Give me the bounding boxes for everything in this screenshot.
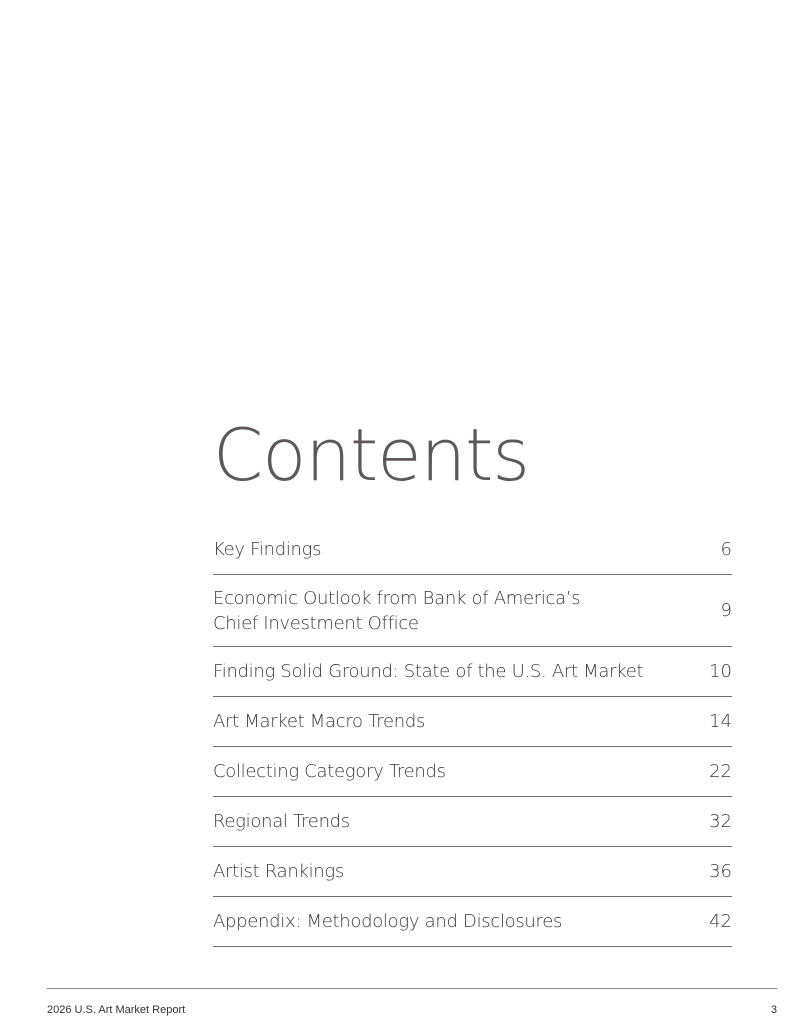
toc-entry-page: 14 (709, 711, 732, 732)
toc-entry-finding-solid-ground[interactable] (213, 647, 732, 697)
toc-entry-appendix[interactable] (213, 897, 732, 947)
toc-entry-page: 42 (709, 911, 732, 932)
toc-entry-label: Economic Outlook from Bank of America’s Chief Investment Office (213, 587, 581, 634)
footer-report-name: 2026 U.S. Art Market Report (47, 1004, 186, 1016)
toc-entry-key-findings[interactable] (213, 525, 732, 575)
toc-entry-label: Artist Rankings (213, 861, 344, 882)
footer-page-number: 3 (770, 1004, 777, 1016)
footer-divider (47, 988, 777, 989)
toc-entry-label: Finding Solid Ground: State of the U.S. Art Market (213, 661, 644, 682)
toc-entry-label: Collecting Category Trends (213, 761, 446, 782)
toc-entry-page: 36 (709, 861, 732, 882)
toc-entry-page: 22 (709, 761, 732, 782)
page-title: Contents (213, 413, 529, 497)
toc-entry-page: 6 (720, 539, 732, 560)
toc-entry-economic-outlook[interactable] (213, 575, 732, 647)
toc-entry-label: Regional Trends (213, 811, 350, 832)
toc-entry-artist-rankings[interactable] (213, 847, 732, 897)
toc-entry-label: Appendix: Methodology and Disclosures (213, 911, 563, 932)
table-of-contents (213, 525, 732, 947)
toc-entry-collecting-category[interactable] (213, 747, 732, 797)
toc-entry-regional-trends[interactable] (213, 797, 732, 847)
toc-entry-macro-trends[interactable] (213, 697, 732, 747)
toc-entry-label: Art Market Macro Trends (213, 711, 426, 732)
toc-entry-label: Key Findings (213, 539, 322, 560)
toc-entry-page: 32 (709, 811, 732, 832)
toc-entry-page: 10 (709, 661, 732, 682)
toc-entry-page: 9 (720, 600, 732, 621)
